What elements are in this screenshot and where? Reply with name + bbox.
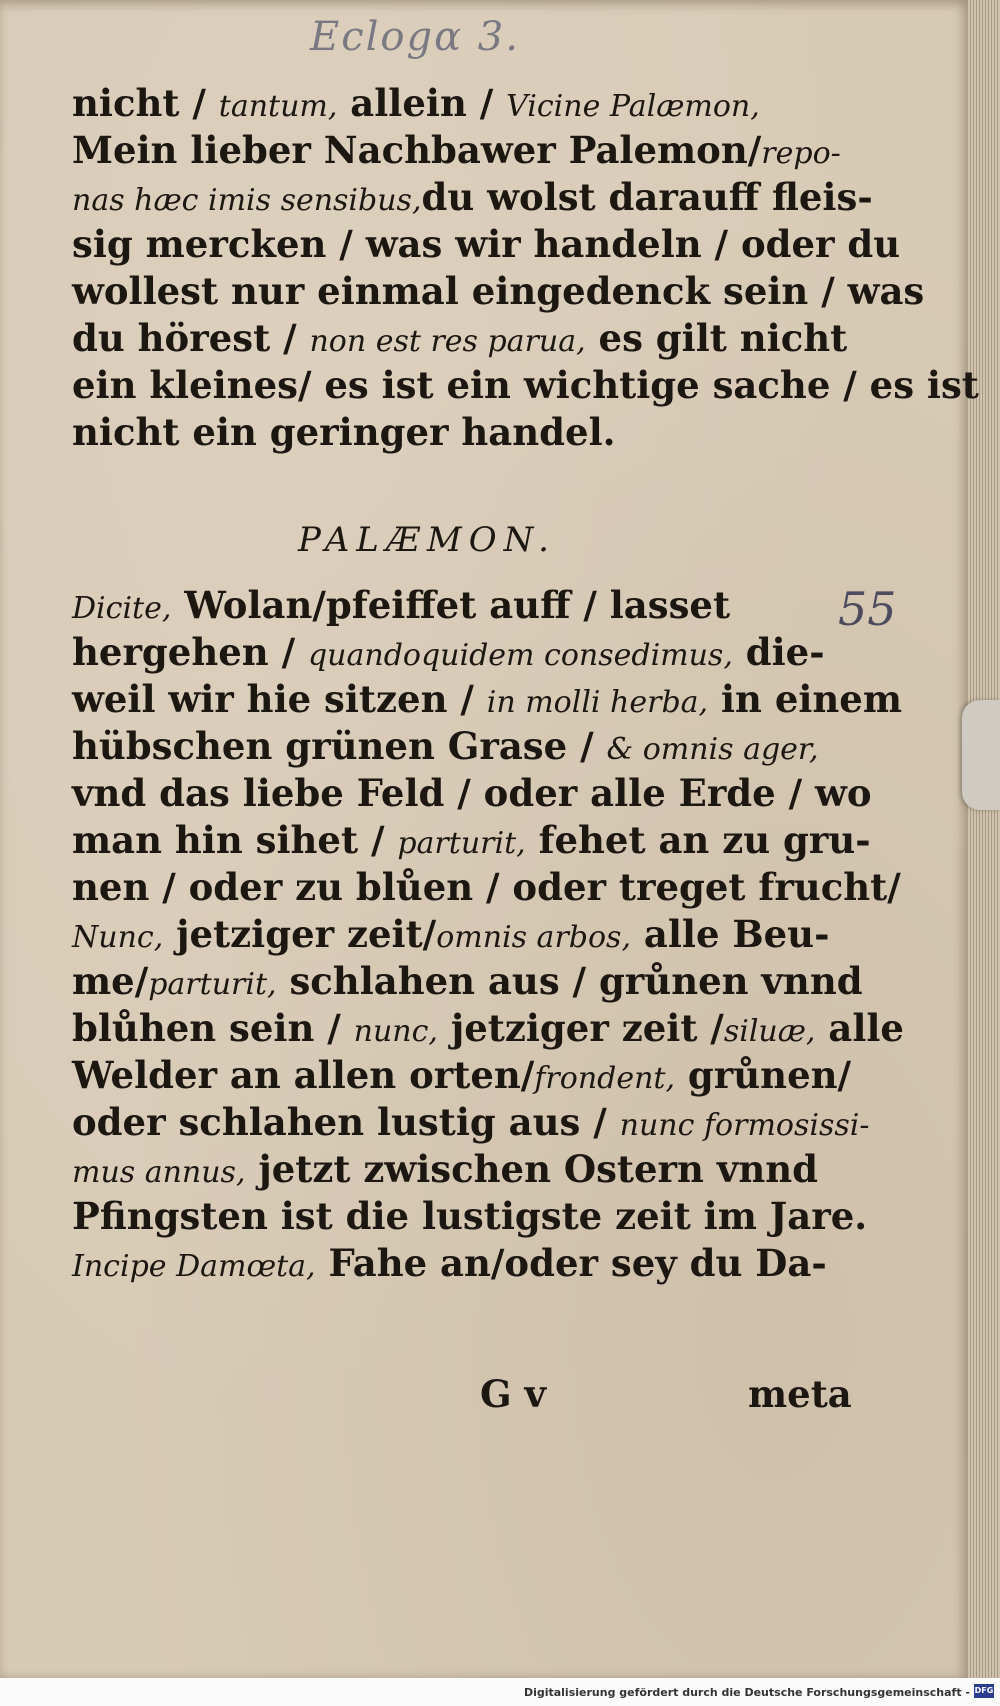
text-line (72, 817, 871, 864)
latin-gloss: nunc formosissi- (619, 1108, 870, 1143)
latin-gloss: non est res parua, (309, 324, 586, 359)
latin-gloss: omnis arbos, (436, 920, 631, 955)
text-line (72, 676, 903, 723)
footer-credit: Digitalisierung gefördert durch die Deutsche Forschungsgemeinschaft - (523, 1686, 970, 1699)
german-text: du wolst darauff fleis- (421, 175, 873, 219)
latin-gloss: parturit, (148, 967, 277, 1002)
text-line (72, 1146, 842, 1193)
german-text: allein / (337, 81, 507, 125)
german-text: alle Beu- (630, 912, 830, 956)
latin-gloss: Vicine Palæmon, (506, 89, 760, 124)
text-line (72, 268, 925, 315)
text-line (72, 315, 848, 362)
text-line (72, 629, 842, 676)
german-text: me/ (72, 959, 149, 1003)
latin-gloss: parturit, (397, 826, 526, 861)
german-text: du hörest / (72, 316, 310, 360)
latin-gloss: nas hæc imis sensibus, (72, 183, 422, 218)
text-line (72, 958, 863, 1005)
text-line (72, 582, 842, 629)
german-text: Mein lieber Nachbawer Palemon/ (72, 128, 762, 172)
latin-gloss: Nunc, (72, 920, 164, 955)
text-line (72, 362, 979, 409)
catchword: meta (748, 1372, 852, 1416)
speaker-heading: PALÆMON. (298, 520, 556, 560)
handwritten-margin-number: 55 (838, 582, 897, 636)
german-text: jetziger zeit/ (163, 912, 437, 956)
german-text: grůnen/ (675, 1053, 852, 1097)
german-text: Fahe an/oder sey du Da- (315, 1241, 827, 1285)
german-text: jetziger zeit / (437, 1006, 724, 1050)
text-line (72, 1099, 870, 1146)
german-text: jetzt zwischen Ostern vnnd (245, 1147, 819, 1191)
german-text: blůhen sein / (72, 1006, 354, 1050)
dfg-logo: DFG (974, 1684, 994, 1698)
text-line (72, 864, 901, 911)
german-text: vnd das liebe Feld / oder alle Erde / wo (72, 771, 872, 815)
text-line (72, 770, 872, 817)
latin-gloss: repo- (761, 136, 841, 171)
german-text: wollest nur einmal eingedenck sein / was (72, 269, 925, 313)
german-text: schlahen aus / grůnen vnnd (276, 959, 863, 1003)
signature-mark: G v (480, 1372, 546, 1416)
text-line (72, 1240, 842, 1287)
text-line (72, 409, 842, 456)
text-line (72, 911, 842, 958)
german-text: Pfingsten ist die lustigste zeit im Jare. (72, 1194, 868, 1238)
text-line (72, 127, 842, 174)
text-line (72, 80, 842, 127)
latin-gloss: quandoquidem consedimus, (307, 638, 733, 673)
latin-gloss: nunc, (353, 1014, 438, 1049)
german-text: fehet an zu gru- (525, 818, 871, 862)
latin-gloss: Incipe Damœta, (72, 1249, 316, 1284)
latin-gloss: mus annus, (72, 1155, 246, 1190)
german-text: nicht ein geringer handel. (72, 410, 616, 454)
bookmark-tab (962, 700, 1000, 810)
text-line (72, 723, 842, 770)
german-text: oder schlahen lustig aus / (72, 1100, 620, 1144)
text-line (72, 1193, 868, 1240)
german-text: hergehen / (72, 630, 308, 674)
german-text: sig mercken / was wir handeln / oder du (72, 222, 901, 266)
paragraph-commentary (72, 80, 979, 456)
german-text: hübschen grünen Grase / (72, 724, 607, 768)
latin-gloss: & omnis ager, (606, 732, 819, 767)
latin-gloss: siluæ, (723, 1014, 816, 1049)
german-text: ein kleines/ es ist ein wichtige sache / es ist (72, 363, 979, 407)
text-line (72, 1005, 904, 1052)
german-text: die- (732, 630, 825, 674)
german-text: nicht / (72, 81, 219, 125)
page-edge (968, 0, 1000, 1678)
latin-gloss: in molli herba, (486, 685, 709, 720)
text-line (72, 1052, 852, 1099)
german-text: Wolan/pfeiffet auff / lasset (171, 583, 731, 627)
german-text: es gilt nicht (585, 316, 848, 360)
text-line (72, 221, 901, 268)
german-text: nen / oder zu blůen / oder treget frucht/ (72, 865, 901, 909)
german-text: alle (815, 1006, 904, 1050)
german-text: man hin sihet / (72, 818, 398, 862)
latin-gloss: Dicite, (72, 591, 172, 626)
german-text: weil wir hie sitzen / (72, 677, 487, 721)
handwritten-header: Eclogα 3. (310, 14, 520, 60)
latin-gloss: tantum, (218, 89, 338, 124)
german-text: Welder an allen orten/ (72, 1053, 535, 1097)
text-line (72, 174, 873, 221)
german-text: in einem (708, 677, 903, 721)
latin-gloss: frondent, (534, 1061, 676, 1096)
